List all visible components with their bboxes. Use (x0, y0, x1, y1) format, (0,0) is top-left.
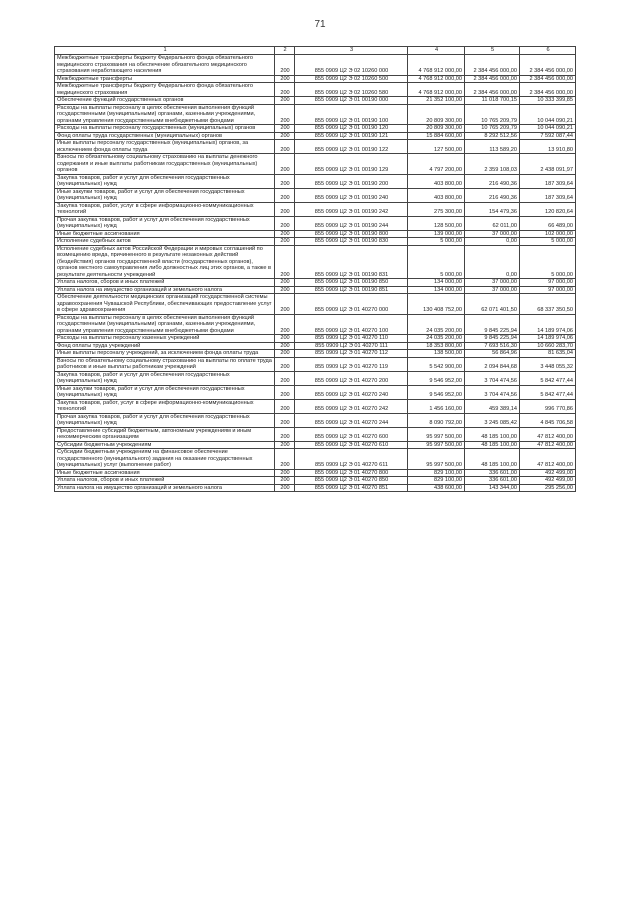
row-approved: 134 000,00 (408, 279, 465, 287)
row-code: 200 (275, 342, 295, 350)
row-executed: 113 589,20 (465, 140, 520, 154)
row-name: Взносы по обязательному социальному страхованию на выплаты денежного содержания и иные выплаты работникам государственных (муниципальных) органов (55, 154, 275, 175)
row-executed: 37 000,00 (465, 279, 520, 287)
row-executed: 2 359 108,03 (465, 154, 520, 175)
table-row (55, 441, 576, 449)
row-name: Прочая закупка товаров, работ и услуг для обеспечения государственных (муниципальных) нужд (55, 216, 275, 230)
header-cell-approved: 4 (408, 47, 465, 55)
table-row (55, 104, 576, 125)
row-remaining: 47 812 400,00 (520, 427, 576, 441)
row-code: 200 (275, 335, 295, 343)
row-approved: 5 542 900,00 (408, 357, 465, 371)
table-row (55, 335, 576, 343)
row-remaining: 14 189 974,06 (520, 314, 576, 335)
row-kcsr: 855 0909 Ц2 Э 01 00190 121 (295, 132, 408, 140)
row-executed: 9 845 225,94 (465, 314, 520, 335)
table-row (55, 55, 576, 76)
row-code: 200 (275, 174, 295, 188)
row-executed: 2 384 456 000,00 (465, 55, 520, 76)
row-kcsr: 855 0909 Ц2 Э 01 00190 122 (295, 140, 408, 154)
row-approved: 95 997 500,00 (408, 427, 465, 441)
row-approved: 829 100,00 (408, 469, 465, 477)
row-executed: 10 765 209,79 (465, 104, 520, 125)
table-row (55, 125, 576, 133)
row-remaining: 7 592 087,44 (520, 132, 576, 140)
row-kcsr: 855 0909 Ц2 Э 01 40270 240 (295, 385, 408, 399)
row-remaining: 13 910,80 (520, 140, 576, 154)
table-row (55, 230, 576, 238)
table-header-row (55, 47, 576, 55)
row-name: Уплата налога на имущество организаций и земельного налога (55, 286, 275, 294)
row-approved: 21 352 100,00 (408, 97, 465, 105)
row-name: Межбюджетные трансферты бюджету Федерального фонда обязательного медицинского страхования (55, 83, 275, 97)
row-code: 200 (275, 97, 295, 105)
row-name: Обеспечение деятельности медицинских организаций государственной системы здравоохранения Чувашской Республики, обеспечивающих предоставление услуг в сфере здравоохранения (55, 294, 275, 315)
row-name: Взносы по обязательному социальному страхованию на выплаты по оплате труда работников и иные выплаты работникам учреждений (55, 357, 275, 371)
row-approved: 1 456 160,00 (408, 399, 465, 413)
row-code: 200 (275, 449, 295, 470)
row-code: 200 (275, 427, 295, 441)
row-executed: 3 704 474,56 (465, 371, 520, 385)
row-kcsr: 855 0909 Ц2 Э 01 40270 800 (295, 469, 408, 477)
row-name: Закупка товаров, работ и услуг для обеспечения государственных (муниципальных) нужд (55, 174, 275, 188)
row-approved: 24 035 200,00 (408, 335, 465, 343)
row-approved: 4 768 912 000,00 (408, 83, 465, 97)
row-code: 200 (275, 104, 295, 125)
row-code: 200 (275, 55, 295, 76)
row-approved: 5 000,00 (408, 245, 465, 279)
table-row (55, 449, 576, 470)
row-code: 200 (275, 279, 295, 287)
row-kcsr: 855 0909 Ц2 Э 02 10260 500 (295, 75, 408, 83)
row-executed: 37 000,00 (465, 230, 520, 238)
table-row (55, 294, 576, 315)
row-approved: 134 000,00 (408, 286, 465, 294)
row-name: Закупка товаров, работ и услуг для обеспечения государственных (муниципальных) нужд (55, 371, 275, 385)
row-approved: 95 997 500,00 (408, 441, 465, 449)
row-remaining: 10 660 283,70 (520, 342, 576, 350)
header-cell-name: 1 (55, 47, 275, 55)
row-kcsr: 855 0909 Ц2 Э 01 00190 242 (295, 202, 408, 216)
row-name: Фонд оплаты труда учреждений (55, 342, 275, 350)
row-remaining: 2 384 456 000,00 (520, 75, 576, 83)
table-row (55, 245, 576, 279)
row-name: Расходы на выплаты персоналу казенных учреждений (55, 335, 275, 343)
row-name: Иные закупки товаров, работ и услуг для обеспечения государственных (муниципальных) нужд (55, 188, 275, 202)
row-remaining: 4 845 706,58 (520, 413, 576, 427)
row-executed: 0,00 (465, 238, 520, 246)
row-remaining: 996 770,86 (520, 399, 576, 413)
row-kcsr: 855 0909 Ц2 Э 01 40270 610 (295, 441, 408, 449)
row-approved: 403 800,00 (408, 188, 465, 202)
row-remaining: 66 489,00 (520, 216, 576, 230)
row-approved: 8 090 792,00 (408, 413, 465, 427)
row-executed: 336 601,00 (465, 477, 520, 485)
row-name: Уплата налогов, сборов и иных платежей (55, 477, 275, 485)
row-remaining: 10 044 090,21 (520, 104, 576, 125)
row-code: 200 (275, 140, 295, 154)
row-executed: 8 292 512,56 (465, 132, 520, 140)
row-approved: 130 408 752,00 (408, 294, 465, 315)
row-approved: 9 546 952,00 (408, 385, 465, 399)
row-executed: 2 094 844,68 (465, 357, 520, 371)
row-approved: 128 500,00 (408, 216, 465, 230)
row-executed: 56 864,96 (465, 350, 520, 358)
row-executed: 48 185 100,00 (465, 427, 520, 441)
row-code: 200 (275, 132, 295, 140)
row-remaining: 81 635,04 (520, 350, 576, 358)
row-name: Уплата налога на имущество организаций и земельного налога (55, 484, 275, 492)
row-remaining: 97 000,00 (520, 286, 576, 294)
header-cell-executed: 5 (465, 47, 520, 55)
row-code: 200 (275, 469, 295, 477)
row-executed: 2 384 456 000,00 (465, 75, 520, 83)
row-executed: 11 018 700,15 (465, 97, 520, 105)
row-code: 200 (275, 216, 295, 230)
table-row (55, 342, 576, 350)
row-executed: 154 479,36 (465, 202, 520, 216)
row-code: 200 (275, 238, 295, 246)
row-name: Иные бюджетные ассигнования (55, 230, 275, 238)
row-name: Расходы на выплаты персоналу государственных (муниципальных) органов (55, 125, 275, 133)
row-approved: 4 768 912 000,00 (408, 55, 465, 76)
row-name: Фонд оплаты труда государственных (муниципальных) органов (55, 132, 275, 140)
table-row (55, 174, 576, 188)
row-kcsr: 855 0909 Ц2 Э 01 00190 240 (295, 188, 408, 202)
row-name: Закупка товаров, работ, услуг в сфере информационно-коммуникационных технологий (55, 202, 275, 216)
row-kcsr: 855 0909 Ц2 Э 01 40270 112 (295, 350, 408, 358)
row-remaining: 492 499,00 (520, 477, 576, 485)
row-kcsr: 855 0909 Ц2 Э 01 00190 850 (295, 279, 408, 287)
table-row (55, 399, 576, 413)
row-kcsr: 855 0909 Ц2 Э 01 00190 120 (295, 125, 408, 133)
row-remaining: 2 384 456 000,00 (520, 55, 576, 76)
row-approved: 95 997 500,00 (408, 449, 465, 470)
row-name: Прочая закупка товаров, работ и услуг для обеспечения государственных (муниципальных) нужд (55, 413, 275, 427)
row-remaining: 5 000,00 (520, 238, 576, 246)
row-kcsr: 855 0909 Ц2 Э 01 00190 244 (295, 216, 408, 230)
row-approved: 275 300,00 (408, 202, 465, 216)
row-kcsr: 855 0909 Ц2 Э 01 40270 244 (295, 413, 408, 427)
row-name: Субсидии бюджетным учреждениям на финансовое обеспечение государственного (муниципального) задания на оказание государственных (муниципальных) услуг (выполнение работ) (55, 449, 275, 470)
row-name: Субсидии бюджетным учреждениям (55, 441, 275, 449)
table-row (55, 75, 576, 83)
table-row (55, 484, 576, 492)
row-executed: 37 000,00 (465, 286, 520, 294)
row-name: Исполнение судебных актов (55, 238, 275, 246)
row-remaining: 10 044 090,21 (520, 125, 576, 133)
row-name: Уплата налогов, сборов и иных платежей (55, 279, 275, 287)
row-executed: 3 704 474,56 (465, 385, 520, 399)
row-remaining: 5 842 477,44 (520, 371, 576, 385)
row-approved: 4 768 912 000,00 (408, 75, 465, 83)
row-code: 200 (275, 202, 295, 216)
row-kcsr: 855 0909 Ц2 Э 01 00190 851 (295, 286, 408, 294)
row-kcsr: 855 0909 Ц2 Э 01 40270 200 (295, 371, 408, 385)
row-kcsr: 855 0909 Ц2 Э 01 00190 129 (295, 154, 408, 175)
row-remaining: 68 337 350,50 (520, 294, 576, 315)
table-row (55, 97, 576, 105)
row-approved: 18 353 800,00 (408, 342, 465, 350)
row-remaining: 5 842 477,44 (520, 385, 576, 399)
row-approved: 5 000,00 (408, 238, 465, 246)
table-row (55, 188, 576, 202)
row-code: 200 (275, 294, 295, 315)
table-row (55, 83, 576, 97)
row-code: 200 (275, 154, 295, 175)
table-row (55, 427, 576, 441)
row-remaining: 2 384 456 000,00 (520, 83, 576, 97)
row-kcsr: 855 0909 Ц2 Э 01 00190 800 (295, 230, 408, 238)
row-remaining: 14 189 974,06 (520, 335, 576, 343)
row-kcsr: 855 0909 Ц2 Э 01 40270 110 (295, 335, 408, 343)
row-name: Иные бюджетные ассигнования (55, 469, 275, 477)
row-approved: 9 546 952,00 (408, 371, 465, 385)
row-executed: 62 011,00 (465, 216, 520, 230)
row-approved: 403 800,00 (408, 174, 465, 188)
table-row (55, 413, 576, 427)
row-remaining: 295 256,00 (520, 484, 576, 492)
row-code: 200 (275, 350, 295, 358)
row-approved: 138 500,00 (408, 350, 465, 358)
row-code: 200 (275, 357, 295, 371)
row-name: Иные закупки товаров, работ и услуг для обеспечения государственных (муниципальных) нужд (55, 385, 275, 399)
row-remaining: 5 000,00 (520, 245, 576, 279)
table-row (55, 286, 576, 294)
table-body (55, 55, 576, 492)
row-executed: 7 693 516,30 (465, 342, 520, 350)
row-executed: 459 389,14 (465, 399, 520, 413)
row-approved: 127 500,00 (408, 140, 465, 154)
table-row (55, 279, 576, 287)
header-cell-kcsr: 3 (295, 47, 408, 55)
row-name: Иные выплаты персоналу учреждений, за исключением фонда оплаты труда (55, 350, 275, 358)
row-kcsr: 855 0909 Ц2 Э 02 10260 000 (295, 55, 408, 76)
row-name: Межбюджетные трансферты бюджету Федерального фонда обязательного медицинского страхования на обеспечение обязательного медицинского страхования неработающего населения (55, 55, 275, 76)
row-approved: 139 000,00 (408, 230, 465, 238)
table-row (55, 132, 576, 140)
row-executed: 9 845 225,94 (465, 335, 520, 343)
table-row (55, 202, 576, 216)
header-cell-remaining: 6 (520, 47, 576, 55)
row-code: 200 (275, 125, 295, 133)
row-name: Закупка товаров, работ, услуг в сфере информационно-коммуникационных технологий (55, 399, 275, 413)
row-remaining: 102 000,00 (520, 230, 576, 238)
row-approved: 20 809 300,00 (408, 125, 465, 133)
table-header (55, 47, 576, 55)
row-approved: 24 035 200,00 (408, 314, 465, 335)
table-row (55, 477, 576, 485)
row-remaining: 47 812 400,00 (520, 449, 576, 470)
table-row (55, 469, 576, 477)
row-executed: 48 185 100,00 (465, 441, 520, 449)
row-kcsr: 855 0909 Ц2 Э 02 10260 580 (295, 83, 408, 97)
row-remaining: 120 820,64 (520, 202, 576, 216)
row-executed: 3 245 085,42 (465, 413, 520, 427)
row-name: Обеспечение функций государственных органов (55, 97, 275, 105)
row-executed: 143 344,00 (465, 484, 520, 492)
row-name: Расходы на выплаты персоналу в целях обеспечения выполнения функций государственными (муниципальными) органами, казенными учреждениями, органами управления государственными внебюджетными фондами (55, 314, 275, 335)
row-executed: 336 601,00 (465, 469, 520, 477)
row-approved: 4 797 200,00 (408, 154, 465, 175)
row-code: 200 (275, 399, 295, 413)
row-executed: 0,00 (465, 245, 520, 279)
row-kcsr: 855 0909 Ц2 Э 01 00190 200 (295, 174, 408, 188)
row-code: 200 (275, 75, 295, 83)
row-kcsr: 855 0909 Ц2 Э 01 40270 119 (295, 357, 408, 371)
row-code: 200 (275, 83, 295, 97)
row-name: Межбюджетные трансферты (55, 75, 275, 83)
table-row (55, 216, 576, 230)
row-name: Исполнение судебных актов Российской Федерации и мировых соглашений по возмещению вреда, причиненного в результате незаконных действий (бездействия) органов государственной власти (государственных органов), органов местного самоуправления либо должностных лиц этих органов, а также в результате деятельности учреждений (55, 245, 275, 279)
row-remaining: 2 438 091,97 (520, 154, 576, 175)
row-executed: 2 384 456 000,00 (465, 83, 520, 97)
table-row (55, 140, 576, 154)
header-cell-code: 2 (275, 47, 295, 55)
row-code: 200 (275, 314, 295, 335)
row-kcsr: 855 0909 Ц2 Э 01 40270 100 (295, 314, 408, 335)
row-kcsr: 855 0909 Ц2 Э 01 00190 000 (295, 97, 408, 105)
row-code: 200 (275, 230, 295, 238)
budget-table (54, 46, 576, 492)
row-approved: 829 100,00 (408, 477, 465, 485)
row-remaining: 10 333 399,85 (520, 97, 576, 105)
row-executed: 216 490,36 (465, 188, 520, 202)
row-code: 200 (275, 286, 295, 294)
row-code: 200 (275, 245, 295, 279)
table-row (55, 357, 576, 371)
row-remaining: 47 812 400,00 (520, 441, 576, 449)
row-code: 200 (275, 477, 295, 485)
row-approved: 20 809 300,00 (408, 104, 465, 125)
row-kcsr: 855 0909 Ц2 Э 01 00190 830 (295, 238, 408, 246)
table-row (55, 371, 576, 385)
table-row (55, 238, 576, 246)
row-approved: 15 884 600,00 (408, 132, 465, 140)
row-kcsr: 855 0909 Ц2 Э 01 40270 600 (295, 427, 408, 441)
table-row (55, 350, 576, 358)
row-name: Иные выплаты персоналу государственных (муниципальных) органов, за исключением фонда оплаты труда (55, 140, 275, 154)
row-kcsr: 855 0909 Ц2 Э 01 40270 000 (295, 294, 408, 315)
row-code: 200 (275, 385, 295, 399)
row-kcsr: 855 0909 Ц2 Э 01 40270 611 (295, 449, 408, 470)
row-remaining: 187 309,64 (520, 174, 576, 188)
row-code: 200 (275, 441, 295, 449)
row-kcsr: 855 0909 Ц2 Э 01 00190 831 (295, 245, 408, 279)
row-kcsr: 855 0909 Ц2 Э 01 40270 111 (295, 342, 408, 350)
row-kcsr: 855 0909 Ц2 Э 01 00190 100 (295, 104, 408, 125)
row-kcsr: 855 0909 Ц2 Э 01 40270 850 (295, 477, 408, 485)
row-executed: 10 765 209,79 (465, 125, 520, 133)
row-executed: 62 071 401,50 (465, 294, 520, 315)
row-code: 200 (275, 484, 295, 492)
row-code: 200 (275, 413, 295, 427)
row-approved: 438 600,00 (408, 484, 465, 492)
row-name: Предоставление субсидий бюджетным, автономным учреждениям и иным некоммерческим организациям (55, 427, 275, 441)
row-executed: 216 490,36 (465, 174, 520, 188)
row-code: 200 (275, 371, 295, 385)
row-name: Расходы на выплаты персоналу в целях обеспечения выполнения функций государственными (муниципальными) органами, казенными учреждениями, органами управления государственными внебюджетными фондами (55, 104, 275, 125)
table-row (55, 154, 576, 175)
row-remaining: 97 000,00 (520, 279, 576, 287)
row-code: 200 (275, 188, 295, 202)
page-number: 71 (314, 19, 326, 30)
row-remaining: 187 309,64 (520, 188, 576, 202)
row-executed: 48 185 100,00 (465, 449, 520, 470)
row-remaining: 492 499,00 (520, 469, 576, 477)
row-kcsr: 855 0909 Ц2 Э 01 40270 851 (295, 484, 408, 492)
row-kcsr: 855 0909 Ц2 Э 01 40270 242 (295, 399, 408, 413)
row-remaining: 3 448 055,32 (520, 357, 576, 371)
table-row (55, 314, 576, 335)
table-row (55, 385, 576, 399)
